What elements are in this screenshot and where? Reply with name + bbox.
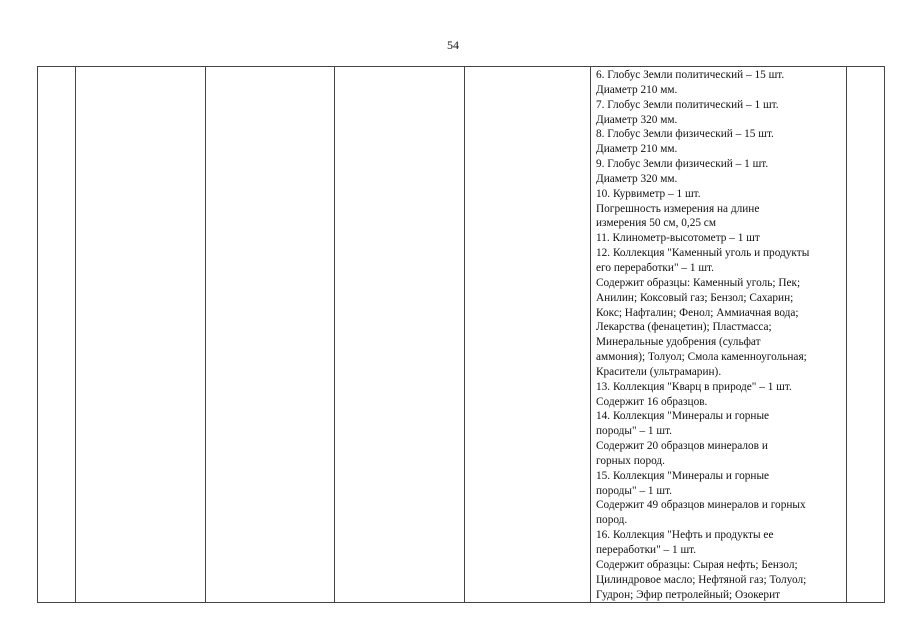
text-line: пород. (596, 514, 628, 527)
text-line: 6. Глобус Земли политический – 15 шт. (596, 69, 785, 81)
text-line: Содержит образцы: Сырая нефть; Бензол; (596, 558, 798, 571)
text-line: Содержит образцы: Каменный уголь; Пек; (596, 276, 801, 289)
text-line: Погрешность измерения на длине (596, 202, 760, 215)
text-line: измерения 50 см, 0,25 см (596, 217, 716, 230)
text-line: 12. Коллекция "Каменный уголь и продукты (596, 247, 810, 260)
text-line: Анилин; Коксовый газ; Бензол; Сахарин; (596, 291, 794, 304)
text-line: Минеральные удобрения (сульфат (596, 336, 761, 349)
text-line: Диаметр 320 мм. (596, 113, 678, 126)
cell-col-5 (465, 67, 591, 603)
text-line: 13. Коллекция "Кварц в природе" – 1 шт. (596, 380, 792, 393)
text-line: его переработки" – 1 шт. (596, 261, 714, 274)
text-line: породы" – 1 шт. (596, 425, 672, 438)
text-line: горных пород. (596, 454, 665, 467)
text-line: 8. Глобус Земли физический – 15 шт. (596, 128, 774, 141)
text-line: 14. Коллекция "Минералы и горные (596, 410, 770, 423)
cell-col-7 (847, 67, 885, 603)
text-line: Цилиндровое масло; Нефтяной газ; Толуол; (596, 573, 807, 586)
cell-number (38, 67, 76, 603)
cell-col-4 (335, 67, 465, 603)
text-line: 10. Курвиметр – 1 шт. (596, 187, 701, 200)
text-line: Диаметр 320 мм. (596, 172, 678, 185)
table-row (38, 67, 885, 603)
text-line: Диаметр 210 мм. (596, 83, 678, 96)
cell-equipment-list (591, 67, 847, 603)
equipment-table (37, 66, 885, 603)
text-line: 16. Коллекция "Нефть и продукты ее (596, 529, 774, 542)
text-line: 7. Глобус Земли политический – 1 шт. (596, 98, 779, 111)
text-line: 11. Клинометр-высотометр – 1 шт (596, 232, 760, 245)
page-number: 54 (447, 38, 459, 52)
text-line: Диаметр 210 мм. (596, 143, 678, 156)
text-line: аммония); Толуол; Смола каменноугольная; (596, 351, 807, 364)
text-line: 15. Коллекция "Минералы и горные (596, 469, 770, 482)
text-line: переработки" – 1 шт. (596, 544, 697, 556)
text-line: Гудрон; Эфир петролейный; Озокерит (596, 588, 781, 601)
text-line: Кокс; Нафталин; Фенол; Аммиачная вода; (596, 306, 799, 319)
text-line: породы" – 1 шт. (596, 484, 672, 497)
text-line: Содержит 16 образцов. (596, 395, 708, 408)
text-line: Содержит 49 образцов минералов и горных (596, 499, 806, 512)
text-line: 9. Глобус Земли физический – 1 шт. (596, 158, 769, 171)
text-line: Красители (ультрамарин). (596, 365, 722, 378)
cell-col-2 (76, 67, 206, 603)
text-line: Лекарства (фенацетин); Пластмасса; (596, 321, 772, 334)
cell-col-3 (206, 67, 335, 603)
text-line: Содержит 20 образцов минералов и (596, 440, 768, 453)
